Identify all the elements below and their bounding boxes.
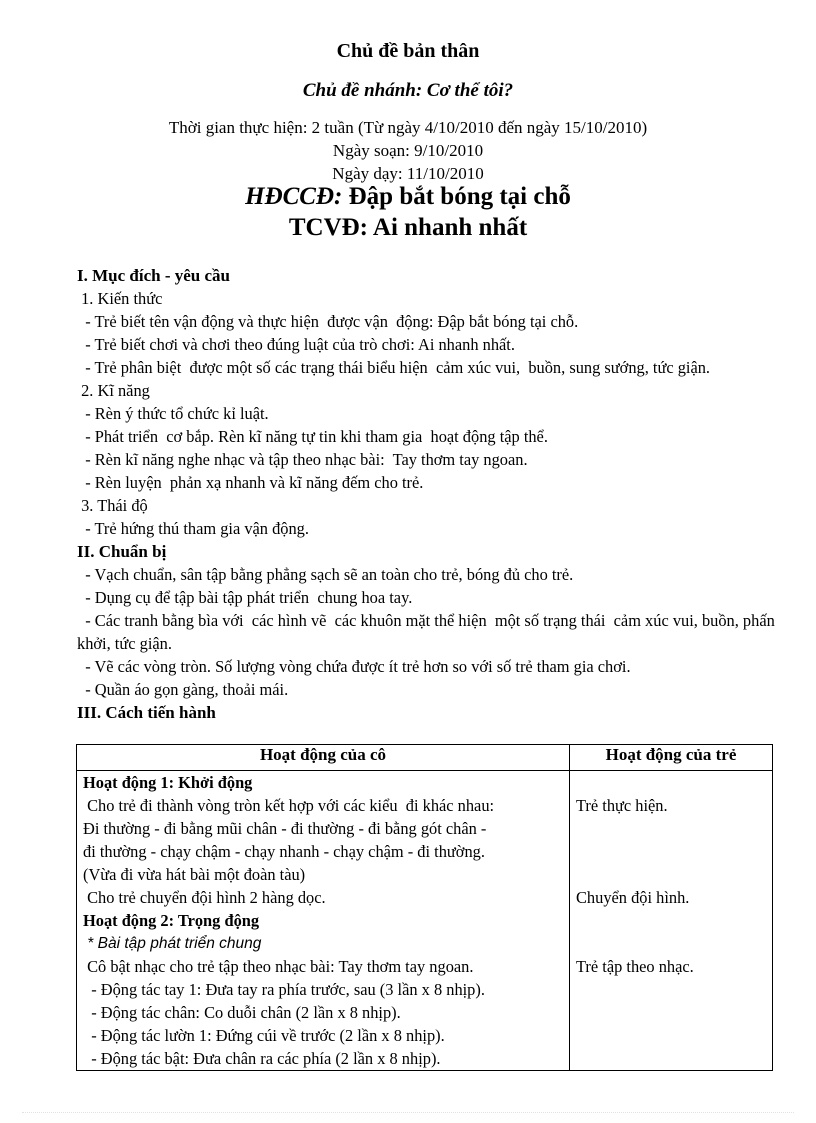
page-title: Chủ đề bản thân	[336, 40, 480, 62]
column-header-teacher: Hoạt động của cô	[77, 745, 570, 771]
table-line: Đi thường - đi bằng mũi chân - đi thường - đi bằng gót chân -	[83, 819, 487, 838]
table-row	[77, 771, 773, 1071]
activity-2-title: Hoạt động 2: Trọng động	[83, 911, 260, 930]
activity-table	[76, 744, 773, 1071]
table-line: - Động tác tay 1: Đưa tay ra phía trước, sau (3 lần x 8 nhịp).	[83, 980, 485, 999]
teach-date: Ngày dạy: 11/10/2010	[332, 164, 484, 183]
list-item: - Rèn luyện phản xạ nhanh và kĩ năng đếm cho trẻ.	[77, 473, 424, 492]
subsection-heading: 2. Kĩ năng	[77, 381, 150, 400]
child-response: Chuyển đội hình.	[576, 888, 690, 907]
table-line: - Động tác bật: Đưa chân ra các phía (2 lần x 8 nhịp).	[83, 1049, 441, 1068]
table-line: Cho trẻ chuyển đội hình 2 hàng dọc.	[83, 888, 326, 907]
table-line: Cô bật nhạc cho trẻ tập theo nhạc bài: Tay thơm tay ngoan.	[83, 957, 474, 976]
child-response: Trẻ tập theo nhạc.	[576, 957, 694, 976]
page-bottom-divider	[22, 1112, 794, 1113]
list-item: - Trẻ hứng thú tham gia vận động.	[77, 519, 309, 538]
list-item: - Vẽ các vòng tròn. Số lượng vòng chứa được ít trẻ hơn so với số trẻ tham gia chơi.	[77, 657, 631, 676]
list-item: - Trẻ phân biệt được một số các trạng thái biểu hiện cảm xúc vui, buồn, sung sướng, tức giận.	[77, 358, 711, 377]
list-item: - Rèn ý thức tổ chức kỉ luật.	[77, 404, 269, 423]
prep-date: Ngày soạn: 9/10/2010	[332, 141, 484, 160]
list-item: - Quần áo gọn gàng, thoải mái.	[77, 680, 289, 699]
activity-label: HĐCCĐ:	[245, 183, 343, 210]
section-heading: II. Chuẩn bị	[77, 542, 167, 561]
exercise-heading: * Bài tập phát triển chung	[83, 935, 262, 952]
child-response: Trẻ thực hiện.	[576, 796, 668, 815]
child-cell	[570, 771, 773, 1071]
game-name: Ai nhanh nhất	[372, 214, 528, 241]
teacher-cell	[77, 771, 570, 1071]
activity-heading	[0, 183, 816, 211]
list-item: - Dụng cụ để tập bài tập phát triển chung hoa tay.	[77, 588, 413, 607]
game-heading	[0, 214, 816, 242]
table-line: đi thường - chạy chậm - chạy nhanh - chạy chậm - đi thường.	[83, 842, 485, 861]
list-item: - Trẻ biết tên vận động và thực hiện được vận động: Đập bắt bóng tại chỗ.	[77, 312, 579, 331]
list-item: - Các tranh bằng bìa với các hình vẽ các khuôn mặt thể hiện một số trạng thái cảm xúc vui, buồn, phấn khởi, tức giận.	[77, 611, 779, 653]
section-heading: I. Mục đích - yêu cầu	[77, 266, 230, 285]
list-item: - Rèn kĩ năng nghe nhạc và tập theo nhạc bài: Tay thơm tay ngoan.	[77, 450, 528, 469]
activity-1-title: Hoạt động 1: Khởi động	[83, 773, 253, 792]
activity-name: Đập bắt bóng tại chỗ	[348, 183, 571, 210]
list-item: - Phát triển cơ bắp. Rèn kĩ năng tự tin khi tham gia hoạt động tập thể.	[77, 427, 548, 446]
page-subtitle: Chủ đề nhánh: Cơ thể tôi?	[302, 80, 514, 101]
subsection-heading: 3. Thái độ	[77, 496, 148, 515]
table-line: (Vừa đi vừa hát bài một đoàn tàu)	[83, 865, 306, 884]
table-line: - Động tác chân: Co duỗi chân (2 lần x 8 nhịp).	[83, 1003, 401, 1022]
section-heading: III. Cách tiến hành	[77, 703, 216, 722]
list-item: - Vạch chuẩn, sân tập bằng phẳng sạch sẽ an toàn cho trẻ, bóng đủ cho trẻ.	[77, 565, 574, 584]
list-item: - Trẻ biết chơi và chơi theo đúng luật của trò chơi: Ai nhanh nhất.	[77, 335, 515, 354]
table-line: Cho trẻ đi thành vòng tròn kết hợp với các kiểu đi khác nhau:	[83, 796, 495, 815]
table-header-row	[77, 745, 773, 771]
column-header-child: Hoạt động của trẻ	[570, 745, 773, 771]
table-line: - Động tác lườn 1: Đứng cúi về trước (2 lần x 8 nhịp).	[83, 1026, 445, 1045]
time-line: Thời gian thực hiện: 2 tuần (Từ ngày 4/10/2010 đến ngày 15/10/2010)	[168, 118, 648, 137]
subsection-heading: 1. Kiến thức	[77, 289, 163, 308]
document-body	[77, 264, 782, 724]
game-label: TCVĐ:	[288, 214, 369, 241]
